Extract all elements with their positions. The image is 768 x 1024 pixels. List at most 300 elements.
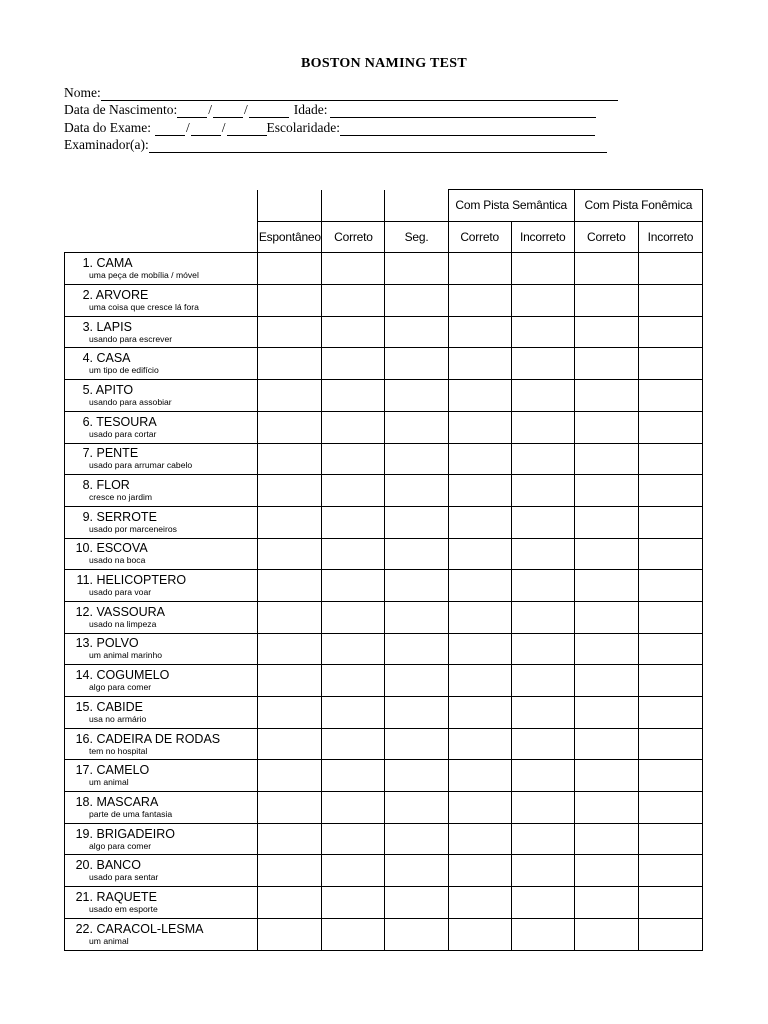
item-cell <box>65 316 258 348</box>
score-cell[interactable] <box>385 601 448 633</box>
item-cell <box>65 601 258 633</box>
score-cell[interactable] <box>385 697 448 729</box>
score-cell[interactable] <box>258 665 322 697</box>
score-cell[interactable] <box>574 570 638 602</box>
item-cell <box>65 475 258 507</box>
score-cell[interactable] <box>322 316 385 348</box>
item-cue: usado na limpeza <box>89 618 157 629</box>
score-cell[interactable] <box>258 792 322 824</box>
item-name: CASA <box>96 351 131 366</box>
score-cell[interactable] <box>638 316 702 348</box>
score-cell[interactable] <box>322 506 385 538</box>
column-header: Incorreto <box>638 221 702 253</box>
item-cue: cresce no jardim <box>89 492 153 503</box>
item-name: COGUMELO <box>96 668 170 683</box>
item-name: FLOR <box>96 478 130 493</box>
score-cell[interactable] <box>258 855 322 887</box>
score-cell[interactable] <box>322 443 385 475</box>
table-row <box>65 538 703 570</box>
score-cell[interactable] <box>448 443 511 475</box>
score-cell[interactable] <box>322 253 385 285</box>
score-cell[interactable] <box>511 855 574 887</box>
score-cell[interactable] <box>322 348 385 380</box>
score-cell[interactable] <box>574 475 638 507</box>
score-cell[interactable] <box>322 601 385 633</box>
score-cell[interactable] <box>385 760 448 792</box>
item-name: SERROTE <box>96 509 157 524</box>
score-cell[interactable] <box>258 411 322 443</box>
table-row <box>65 760 703 792</box>
score-cell[interactable] <box>258 443 322 475</box>
score-cell[interactable] <box>385 380 448 412</box>
score-cell[interactable] <box>258 285 322 317</box>
score-cell[interactable] <box>574 316 638 348</box>
item-number: 15. <box>75 699 93 714</box>
item-name: MASCARA <box>96 794 159 809</box>
column-header: Correto <box>322 221 385 253</box>
score-cell[interactable] <box>511 411 574 443</box>
schooling-label: Escolaridade: <box>266 119 340 135</box>
exam-row <box>64 118 624 136</box>
column-header-row <box>65 221 703 253</box>
birth-date-label: Data de Nascimento: <box>64 102 178 117</box>
score-cell[interactable] <box>511 443 574 475</box>
score-cell[interactable] <box>448 411 511 443</box>
score-cell[interactable] <box>448 253 511 285</box>
score-cell[interactable] <box>385 443 448 475</box>
score-cell[interactable] <box>574 918 638 950</box>
score-cell[interactable] <box>574 538 638 570</box>
item-cue: um animal <box>89 935 129 946</box>
score-cell[interactable] <box>638 665 702 697</box>
item-cell <box>65 918 258 950</box>
item-cell <box>65 506 258 538</box>
birth-year-field[interactable] <box>249 104 289 118</box>
table-row <box>65 887 703 919</box>
score-cell[interactable] <box>574 792 638 824</box>
birth-day-field[interactable] <box>177 104 207 118</box>
item-cue: uma coisa que cresce lá fora <box>89 301 199 312</box>
table-row <box>65 792 703 824</box>
item-cue: uma peça de mobília / móvel <box>89 270 199 281</box>
score-cell[interactable] <box>574 728 638 760</box>
score-cell[interactable] <box>638 285 702 317</box>
item-cue: usado para arrumar cabelo <box>89 460 193 471</box>
score-cell[interactable] <box>511 697 574 729</box>
item-name: LAPIS <box>96 319 132 334</box>
item-name: HELICOPTERO <box>96 573 187 588</box>
score-cell[interactable] <box>574 665 638 697</box>
item-cell <box>65 887 258 919</box>
table-row <box>65 316 703 348</box>
score-cell[interactable] <box>511 601 574 633</box>
item-number: 10. <box>75 541 93 556</box>
score-cell[interactable] <box>511 823 574 855</box>
score-cell[interactable] <box>511 475 574 507</box>
table-row <box>65 728 703 760</box>
item-cue: usado na boca <box>89 555 146 566</box>
item-number: 3. <box>82 319 93 334</box>
score-cell[interactable] <box>322 380 385 412</box>
score-cell[interactable] <box>574 855 638 887</box>
column-header: Incorreto <box>511 221 574 253</box>
semantic-cue-header: Com Pista Semântica <box>448 190 574 222</box>
date-separator: / <box>221 119 226 135</box>
score-cell[interactable] <box>574 506 638 538</box>
item-cell <box>65 665 258 697</box>
item-cue: usando para assobiar <box>89 396 172 407</box>
score-cell[interactable] <box>448 633 511 665</box>
score-cell[interactable] <box>258 316 322 348</box>
score-cell[interactable] <box>638 728 702 760</box>
score-cell[interactable] <box>448 792 511 824</box>
examiner-row <box>64 136 624 154</box>
item-cell <box>65 380 258 412</box>
exam-year-field[interactable] <box>227 122 267 136</box>
score-cell[interactable] <box>448 855 511 887</box>
name-row <box>64 83 624 101</box>
score-cell[interactable] <box>638 792 702 824</box>
item-name: APITO <box>95 382 134 397</box>
score-cell[interactable] <box>448 918 511 950</box>
date-separator: / <box>208 102 212 117</box>
score-cell[interactable] <box>322 887 385 919</box>
score-cell[interactable] <box>448 601 511 633</box>
score-cell[interactable] <box>511 253 574 285</box>
score-cell[interactable] <box>322 411 385 443</box>
item-number: 21. <box>75 889 93 904</box>
item-cell <box>65 570 258 602</box>
score-cell[interactable] <box>385 570 448 602</box>
score-cell[interactable] <box>385 887 448 919</box>
item-number: 20. <box>75 858 93 873</box>
score-cell[interactable] <box>322 760 385 792</box>
item-cue: usando para escrever <box>89 333 173 344</box>
name-field[interactable] <box>101 87 618 101</box>
score-cell[interactable] <box>638 601 702 633</box>
item-number: 4. <box>82 351 93 366</box>
table-row <box>65 475 703 507</box>
score-cell[interactable] <box>511 760 574 792</box>
item-name: ESCOVA <box>96 541 148 556</box>
score-cell[interactable] <box>385 918 448 950</box>
item-cell <box>65 855 258 887</box>
item-cue: algo para comer <box>89 682 152 693</box>
item-name: POLVO <box>96 636 139 651</box>
item-cell <box>65 728 258 760</box>
item-name: ARVORE <box>95 287 149 302</box>
score-cell[interactable] <box>511 506 574 538</box>
score-cell[interactable] <box>638 443 702 475</box>
score-cell[interactable] <box>511 316 574 348</box>
score-cell[interactable] <box>258 570 322 602</box>
item-cue: tem no hospital <box>89 745 148 756</box>
score-cell[interactable] <box>638 570 702 602</box>
column-header: Espontâneo <box>258 221 322 253</box>
column-header: Seg. <box>385 221 448 253</box>
score-cell[interactable] <box>385 855 448 887</box>
score-cell[interactable] <box>511 538 574 570</box>
table-row <box>65 918 703 950</box>
item-cue: usado para voar <box>89 587 152 598</box>
item-cue: usado para cortar <box>89 428 157 439</box>
item-cue: usado por marceneiros <box>89 523 177 534</box>
score-cell[interactable] <box>574 633 638 665</box>
score-cell[interactable] <box>638 253 702 285</box>
age-field[interactable] <box>330 104 596 118</box>
score-cell[interactable] <box>322 475 385 507</box>
score-cell[interactable] <box>448 697 511 729</box>
score-cell[interactable] <box>322 823 385 855</box>
item-name: CAMA <box>96 256 133 271</box>
score-cell[interactable] <box>258 633 322 665</box>
score-cell[interactable] <box>511 380 574 412</box>
score-cell[interactable] <box>638 823 702 855</box>
score-cell[interactable] <box>638 633 702 665</box>
score-cell[interactable] <box>574 823 638 855</box>
score-cell[interactable] <box>574 443 638 475</box>
score-cell[interactable] <box>258 918 322 950</box>
score-cell[interactable] <box>258 697 322 729</box>
column-header: Correto <box>448 221 511 253</box>
item-cell <box>65 633 258 665</box>
score-cell[interactable] <box>511 792 574 824</box>
column-header: Correto <box>574 221 638 253</box>
score-cell[interactable] <box>385 253 448 285</box>
table-row <box>65 633 703 665</box>
score-cell[interactable] <box>511 887 574 919</box>
score-cell[interactable] <box>511 633 574 665</box>
score-cell[interactable] <box>638 887 702 919</box>
score-cell[interactable] <box>385 823 448 855</box>
table-row <box>65 823 703 855</box>
score-cell[interactable] <box>322 570 385 602</box>
item-name: PENTE <box>96 446 139 461</box>
score-cell[interactable] <box>448 316 511 348</box>
score-cell[interactable] <box>448 823 511 855</box>
score-cell[interactable] <box>322 697 385 729</box>
item-name: CABIDE <box>96 699 144 714</box>
score-cell[interactable] <box>448 887 511 919</box>
score-cell[interactable] <box>638 538 702 570</box>
item-number: 16. <box>75 731 93 746</box>
item-cell <box>65 443 258 475</box>
score-cell[interactable] <box>258 506 322 538</box>
table-row <box>65 855 703 887</box>
item-name: BANCO <box>96 858 141 873</box>
score-cell[interactable] <box>574 697 638 729</box>
score-cell[interactable] <box>322 792 385 824</box>
item-cell <box>65 697 258 729</box>
score-cell[interactable] <box>574 760 638 792</box>
score-cell[interactable] <box>258 823 322 855</box>
score-cell[interactable] <box>258 538 322 570</box>
date-separator: / <box>185 119 190 135</box>
birth-row <box>64 101 624 119</box>
score-cell[interactable] <box>385 316 448 348</box>
score-cell[interactable] <box>511 570 574 602</box>
table-row <box>65 411 703 443</box>
score-cell[interactable] <box>385 538 448 570</box>
score-cell[interactable] <box>638 760 702 792</box>
score-cell[interactable] <box>574 380 638 412</box>
score-cell[interactable] <box>322 855 385 887</box>
item-number: 5. <box>82 382 93 397</box>
score-cell[interactable] <box>638 411 702 443</box>
item-cell <box>65 285 258 317</box>
table-row <box>65 601 703 633</box>
item-cue: algo para comer <box>89 840 152 851</box>
score-cell[interactable] <box>448 538 511 570</box>
item-number: 22. <box>75 921 93 936</box>
item-cell <box>65 760 258 792</box>
score-cell[interactable] <box>574 285 638 317</box>
item-number: 2. <box>82 287 93 302</box>
score-cell[interactable] <box>511 285 574 317</box>
table-row <box>65 570 703 602</box>
exam-day-field[interactable] <box>155 122 185 136</box>
score-cell[interactable] <box>511 918 574 950</box>
score-cell[interactable] <box>258 380 322 412</box>
score-cell[interactable] <box>448 285 511 317</box>
item-cell <box>65 411 258 443</box>
item-name: CADEIRA DE RODAS <box>96 731 221 746</box>
table-row <box>65 697 703 729</box>
score-cell[interactable] <box>258 601 322 633</box>
table-row <box>65 285 703 317</box>
score-cell[interactable] <box>511 348 574 380</box>
table-row <box>65 253 703 285</box>
score-cell[interactable] <box>385 665 448 697</box>
score-cell[interactable] <box>448 475 511 507</box>
item-cue: parte de uma fantasia <box>89 808 173 819</box>
group-header-row <box>65 190 703 222</box>
score-cell[interactable] <box>385 792 448 824</box>
score-cell[interactable] <box>385 633 448 665</box>
score-cell[interactable] <box>638 855 702 887</box>
score-cell[interactable] <box>322 728 385 760</box>
score-cell[interactable] <box>448 760 511 792</box>
item-cue: um tipo de edifício <box>89 365 159 376</box>
score-cell[interactable] <box>448 728 511 760</box>
exam-date-label: Data do Exame: <box>64 119 151 135</box>
item-cell <box>65 348 258 380</box>
score-cell[interactable] <box>574 253 638 285</box>
score-cell[interactable] <box>258 887 322 919</box>
item-number: 14. <box>75 668 93 683</box>
naming-test-table <box>64 189 703 951</box>
score-cell[interactable] <box>322 918 385 950</box>
item-cue: um animal marinho <box>89 650 163 661</box>
score-cell[interactable] <box>322 633 385 665</box>
score-cell[interactable] <box>448 570 511 602</box>
score-cell[interactable] <box>258 760 322 792</box>
score-cell[interactable] <box>638 380 702 412</box>
examiner-label: Examinador(a): <box>64 137 149 152</box>
item-cell <box>65 538 258 570</box>
score-cell[interactable] <box>638 697 702 729</box>
age-label: Idade: <box>293 102 328 117</box>
item-cue: um animal <box>89 777 129 788</box>
item-name: CARACOL-LESMA <box>96 921 204 936</box>
score-cell[interactable] <box>385 506 448 538</box>
item-cell <box>65 792 258 824</box>
score-cell[interactable] <box>385 475 448 507</box>
item-name: CAMELO <box>96 763 150 778</box>
score-cell[interactable] <box>448 348 511 380</box>
page-title: BOSTON NAMING TEST <box>301 56 467 71</box>
score-cell[interactable] <box>574 601 638 633</box>
item-number: 12. <box>75 604 93 619</box>
table-row <box>65 443 703 475</box>
item-name: RAQUETE <box>96 889 157 904</box>
score-cell[interactable] <box>258 475 322 507</box>
score-cell[interactable] <box>574 887 638 919</box>
item-cue: usado em esporte <box>89 903 158 914</box>
score-cell[interactable] <box>385 728 448 760</box>
score-cell[interactable] <box>574 411 638 443</box>
score-cell[interactable] <box>448 506 511 538</box>
schooling-field[interactable] <box>340 122 595 136</box>
item-cell <box>65 823 258 855</box>
patient-info-form <box>64 83 624 153</box>
item-number: 9. <box>82 509 93 524</box>
date-separator: / <box>243 102 248 117</box>
score-cell[interactable] <box>258 253 322 285</box>
item-cue: usa no armário <box>89 713 147 724</box>
score-cell[interactable] <box>448 665 511 697</box>
score-cell[interactable] <box>385 411 448 443</box>
birth-month-field[interactable] <box>213 104 243 118</box>
item-number: 8. <box>82 478 93 493</box>
score-cell[interactable] <box>448 380 511 412</box>
score-cell[interactable] <box>638 348 702 380</box>
exam-month-field[interactable] <box>191 122 221 136</box>
score-cell[interactable] <box>511 728 574 760</box>
item-number: 19. <box>75 826 93 841</box>
score-cell[interactable] <box>258 348 322 380</box>
name-label: Nome: <box>64 84 101 100</box>
score-cell[interactable] <box>322 665 385 697</box>
score-cell[interactable] <box>511 665 574 697</box>
score-cell[interactable] <box>385 348 448 380</box>
item-cue: usado para sentar <box>89 872 159 883</box>
table-row <box>65 348 703 380</box>
item-cell <box>65 253 258 285</box>
item-name: BRIGADEIRO <box>96 826 175 841</box>
score-cell[interactable] <box>322 538 385 570</box>
phonemic-cue-header: Com Pista Fonêmica <box>574 190 702 222</box>
item-name: TESOURA <box>96 414 157 429</box>
item-number: 6. <box>82 414 93 429</box>
item-number: 1. <box>82 256 93 271</box>
table-row <box>65 380 703 412</box>
item-number: 17. <box>75 763 93 778</box>
score-cell[interactable] <box>385 285 448 317</box>
item-number: 11. <box>76 573 93 588</box>
item-number: 13. <box>75 636 93 651</box>
table-row <box>65 665 703 697</box>
item-name: VASSOURA <box>96 604 166 619</box>
score-cell[interactable] <box>638 475 702 507</box>
score-cell[interactable] <box>638 506 702 538</box>
score-cell[interactable] <box>638 918 702 950</box>
examiner-field[interactable] <box>149 139 607 153</box>
score-cell[interactable] <box>322 285 385 317</box>
score-cell[interactable] <box>574 348 638 380</box>
item-number: 7. <box>82 446 93 461</box>
score-cell[interactable] <box>258 728 322 760</box>
